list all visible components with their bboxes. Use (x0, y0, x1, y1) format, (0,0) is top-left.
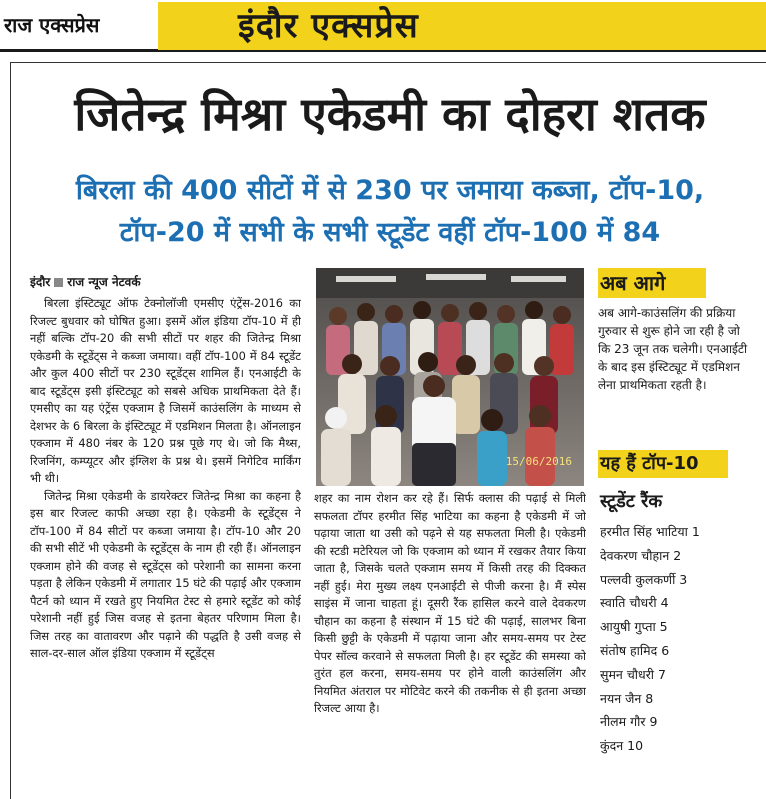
top-ten-heading: यह हैं टॉप-10 (598, 450, 728, 478)
paper-name: राज एक्सप्रेस (4, 13, 100, 37)
group-photo-illustration (316, 268, 584, 486)
rank-list-title: स्टूडेंट रैंक (600, 491, 663, 512)
next-steps-heading: अब आगे (598, 268, 706, 298)
rank-list (600, 520, 700, 758)
rank-item: आयुषी गुप्ता 5 (600, 619, 668, 635)
square-bullet-icon (54, 278, 63, 287)
rank-item: नीलम गौर 9 (600, 714, 658, 730)
rank-item: कुंदन 10 (600, 738, 644, 754)
article-column-1 (30, 295, 301, 790)
rank-item: नयन जैन 8 (600, 690, 654, 706)
rank-item: देवकरण चौहान 2 (600, 547, 682, 563)
group-photo (316, 268, 584, 486)
next-steps-text: अब आगे-काउंसलिंग की प्रक्रिया गुरुवार से शुरू होने जा रही है जो कि 23 जून तक चलेगी। एनआईटी के बाद इस इंस्टिट्यूट में एडमिशन लेना प्राथमिकता रहती है। (598, 306, 748, 392)
rank-item: संतोष हामिद 6 (600, 642, 670, 658)
rank-item: पल्लवी कुलकर्णी 3 (600, 571, 688, 587)
byline-place: इंदौर (30, 275, 51, 289)
rank-item: सुमन चौधरी 7 (600, 666, 666, 682)
byline-source: राज न्यूज नेटवर्क (67, 275, 141, 289)
article-column-2 (314, 490, 586, 790)
masthead (0, 0, 766, 52)
edition-title: इंदौर एक्सप्रेस (238, 6, 419, 46)
subhead: बिरला की 400 सीटों में से 230 पर जमाया कब्जा, टॉप-10, टॉप-20 में सभी के सभी स्टूडेंट वहीं टॉप-100 में 84 (75, 175, 705, 248)
rank-item: स्वाति चौधरी 4 (600, 595, 669, 611)
rank-item: हरमीत सिंह भाटिया 1 (600, 524, 700, 539)
article-paragraph: शहर का नाम रोशन कर रहे हैं। सिर्फ क्लास की पढ़ाई से मिली सफलता टॉपर हरमीत सिंह भाटिया का कहना है एकेडमी में जो पढ़ाया जाता था उसी को पढ़ने से यह सफलता मिली है। एकेडमी की स्टडी मटेरियल जो कि एक्जाम को ध्यान में रखकर तैयार किया जाता है, जिसके चलते एक्जाम समय में किसी तरह की दिक्कत नहीं हुई। मेरा मुख्य लक्ष्य एनआईटी से पीजी करना है। मैं स्पेस साइंस में जाना चाहता हूं। दूसरी रैंक हासिल करने वाले देवकरण चौहान का कहना है संस्थान में 15 घंटे की पढ़ाई, सालभर बिना किसी छुट्टी के एकेडमी में पढ़ाया जाना और समय-समय पर टेस्ट पेपर सॉल्व करवाने से सफलता मिली है। हर स्टूडेंट की समस्या को तुरंत हल करना, समय-समय पर होने वाली काउंसलिंग और नियमित अंतराल पर मोटिवेट करने की तकनीक से ही इतना अच्छा रिजल्ट आया है। (314, 491, 586, 715)
byline (30, 274, 300, 290)
headline: जितेन्द्र मिश्रा एकेडमी का दोहरा शतक (74, 87, 706, 141)
photo-date-stamp: 15/06/2016 (505, 455, 572, 468)
article-paragraph: जितेन्द्र मिश्रा एकेडमी के डायरेक्टर जितेन्द्र मिश्रा का कहना है इस बार रिजल्ट काफी अच्छा रहा है। एकेडमी के स्टूडेंट्स ने टॉप-100 में 84 सीटों पर कब्जा जमाया है। टॉप-10 और 20 की सभी सीटें भी एकेडमी के स्टूडेंट्स के नाम ही रही हैं। ऑनलाइन एक्जाम होने की वजह से स्टूडेंट्स को परेशानी का सामना करना पड़ता है लेकिन एकेडमी में लगातार 15 घंटे की पढ़ाई और एक्जाम पैटर्न को ध्यान में रखते हुए नियमित टेस्ट से हमारे स्टूडेंट को कोई परेशानी नहीं हुई जिस वजह से इतना बेहतर परिणाम मिला है। जिस तरह का वातावरण और पढ़ाने की पद्धति है उसी वजह से साल-दर-साल ऑल इंडिया एक्जाम में स्टूडेंट्स (30, 488, 301, 660)
article-paragraph: बिरला इंस्टिट्यूट ऑफ टेक्नोलॉजी एमसीए एंट्रेंस-2016 का रिजल्ट बुधवार को घोषित हुआ। इसमें ऑल इंडिया टॉप-10 में ही नहीं बल्कि टॉप-20 की सभी सीटों पर शहर की जितेन्द्र मिश्रा एकेडमी के स्टूडेंट्स ने कब्जा जमाया। वहीं टॉप-100 में 84 स्टूडेंट और कुल 400 सीटों पर 230 स्टूडेंट्स शामिल हैं। एनआईटी के बाद स्टूडेंट्स इसी इंस्टिट्यूट को सबसे अधिक प्राथमिकता देते हैं। एमसीए का यह एंट्रेंस एक्जाम है जिसमें काउंसलिंग के माध्यम से देशभर के 6 बिरला के इंस्टिट्यूट में एडमिशन मिलता है। ऑनलाइन एक्जाम में 480 नंबर के 120 प्रश्न पूछे गए थे। जो कि मैथ्स, रिजनिंग, कम्प्यूटर और इंग्लिश के प्रश्न थे। इसमें निगेटिव मार्किंग भी थी। (30, 296, 301, 485)
sidebar-next-steps (598, 268, 766, 394)
